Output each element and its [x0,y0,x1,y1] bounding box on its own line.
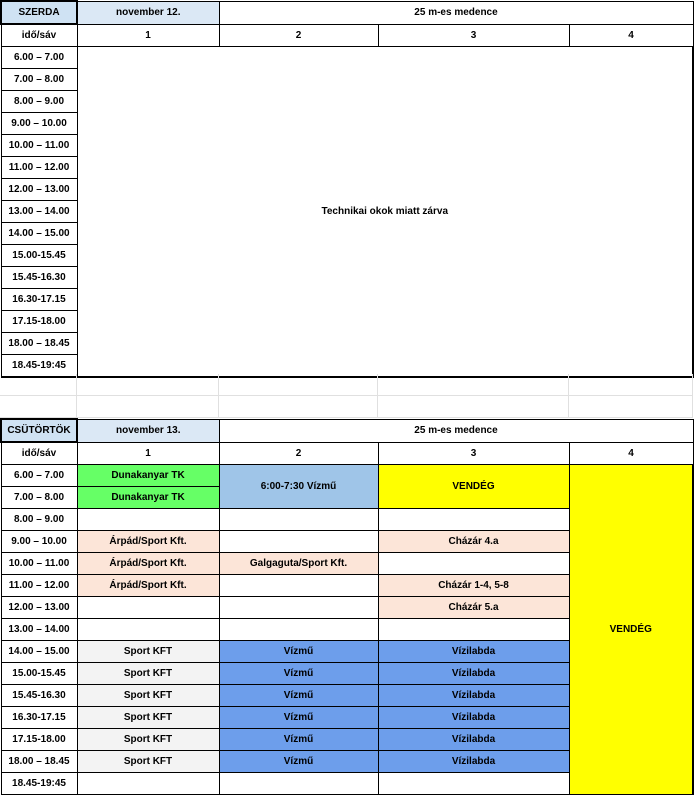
booking-cell: Vízilabda [378,641,569,663]
lane-header-4: 4 [569,24,693,47]
time-label: 6.00 – 7.00 [1,47,77,69]
time-row [1,47,693,69]
time-label: 12.00 – 13.00 [1,597,77,619]
corner-label: idő/sáv [1,24,77,47]
time-label: 11.00 – 12.00 [1,157,77,179]
empty-cell [77,773,219,795]
booking-cell: Sport KFT [77,707,219,729]
time-row [1,465,693,487]
spacer-grid [0,374,694,418]
lane-header-1: 1 [77,24,219,47]
time-label: 10.00 – 11.00 [1,135,77,157]
wednesday-schedule-table [0,0,694,378]
booking-cell: Vízmű [219,663,378,685]
header-row [1,1,693,24]
time-label: 6.00 – 7.00 [1,465,77,487]
time-label: 11.00 – 12.00 [1,575,77,597]
empty-cell [219,597,378,619]
date-label: november 12. [77,1,219,24]
empty-cell [378,553,569,575]
time-label: 17.15-18.00 [1,311,77,333]
booking-cell: Galgaguta/Sport Kft. [219,553,378,575]
empty-cell [219,619,378,641]
booking-cell: Vízilabda [378,751,569,773]
corner-label: idő/sáv [1,442,77,465]
closed-notice: Technikai okok miatt zárva [77,47,693,378]
time-label: 18.00 – 18.45 [1,333,77,355]
time-label: 13.00 – 14.00 [1,201,77,223]
booking-cell: Vízilabda [378,685,569,707]
time-label: 16.30-17.15 [1,289,77,311]
booking-cell: Sport KFT [77,685,219,707]
time-label: 14.00 – 15.00 [1,223,77,245]
empty-cell [219,531,378,553]
booking-cell: Árpád/Sport Kft. [77,553,219,575]
booking-cell: Árpád/Sport Kft. [77,531,219,553]
booking-cell: Vízmű [219,751,378,773]
time-label: 9.00 – 10.00 [1,113,77,135]
booking-cell: 6:00-7:30 Vízmű [219,465,378,509]
lane-header-1: 1 [77,442,219,465]
booking-cell: Árpád/Sport Kft. [77,575,219,597]
lane-header-2: 2 [219,442,378,465]
day-label: CSÜTÖRTÖK [1,419,77,442]
lane-header-row [1,24,693,47]
time-label: 15.00-15.45 [1,245,77,267]
booking-cell: Cházár 1-4, 5-8 [378,575,569,597]
booking-cell: Vízmű [219,707,378,729]
booking-cell: Cházár 4.a [378,531,569,553]
day-label: SZERDA [1,1,77,24]
empty-cell [378,619,569,641]
empty-cell [219,773,378,795]
lane-header-2: 2 [219,24,378,47]
time-label: 15.45-16.30 [1,267,77,289]
time-label: 18.45-19:45 [1,773,77,795]
empty-cell [77,619,219,641]
empty-cell [77,509,219,531]
pool-label: 25 m-es medence [219,1,693,24]
time-label: 10.00 – 11.00 [1,553,77,575]
time-label: 8.00 – 9.00 [1,91,77,113]
thursday-schedule-table [0,418,694,795]
time-label: 13.00 – 14.00 [1,619,77,641]
booking-cell: Dunakanyar TK [77,487,219,509]
empty-cell [77,597,219,619]
time-label: 9.00 – 10.00 [1,531,77,553]
time-label: 18.00 – 18.45 [1,751,77,773]
booking-cell: Vízmű [219,685,378,707]
time-label: 15.45-16.30 [1,685,77,707]
booking-cell: Dunakanyar TK [77,465,219,487]
time-label: 8.00 – 9.00 [1,509,77,531]
booking-cell: Cházár 5.a [378,597,569,619]
lane4-guest-cell: VENDÉG [569,465,693,795]
time-label: 17.15-18.00 [1,729,77,751]
booking-cell: Vízilabda [378,663,569,685]
time-label: 7.00 – 8.00 [1,487,77,509]
booking-cell: Vízmű [219,729,378,751]
time-label: 14.00 – 15.00 [1,641,77,663]
booking-cell: Sport KFT [77,641,219,663]
empty-cell [378,509,569,531]
lane-header-row [1,442,693,465]
pool-label: 25 m-es medence [219,419,693,442]
time-label: 15.00-15.45 [1,663,77,685]
booking-cell: Vízilabda [378,729,569,751]
booking-cell: Vízmű [219,641,378,663]
lane-header-3: 3 [378,24,569,47]
empty-cell [219,575,378,597]
lane-header-4: 4 [569,442,693,465]
time-label: 16.30-17.15 [1,707,77,729]
booking-cell: Vízilabda [378,707,569,729]
booking-cell: Sport KFT [77,729,219,751]
time-label: 7.00 – 8.00 [1,69,77,91]
empty-cell [219,509,378,531]
header-row [1,419,693,442]
date-label: november 13. [77,419,219,442]
empty-cell [378,773,569,795]
booking-cell: Sport KFT [77,663,219,685]
booking-cell: VENDÉG [378,465,569,509]
lane-header-3: 3 [378,442,569,465]
time-label: 12.00 – 13.00 [1,179,77,201]
booking-cell: Sport KFT [77,751,219,773]
time-label: 18.45-19:45 [1,355,77,378]
